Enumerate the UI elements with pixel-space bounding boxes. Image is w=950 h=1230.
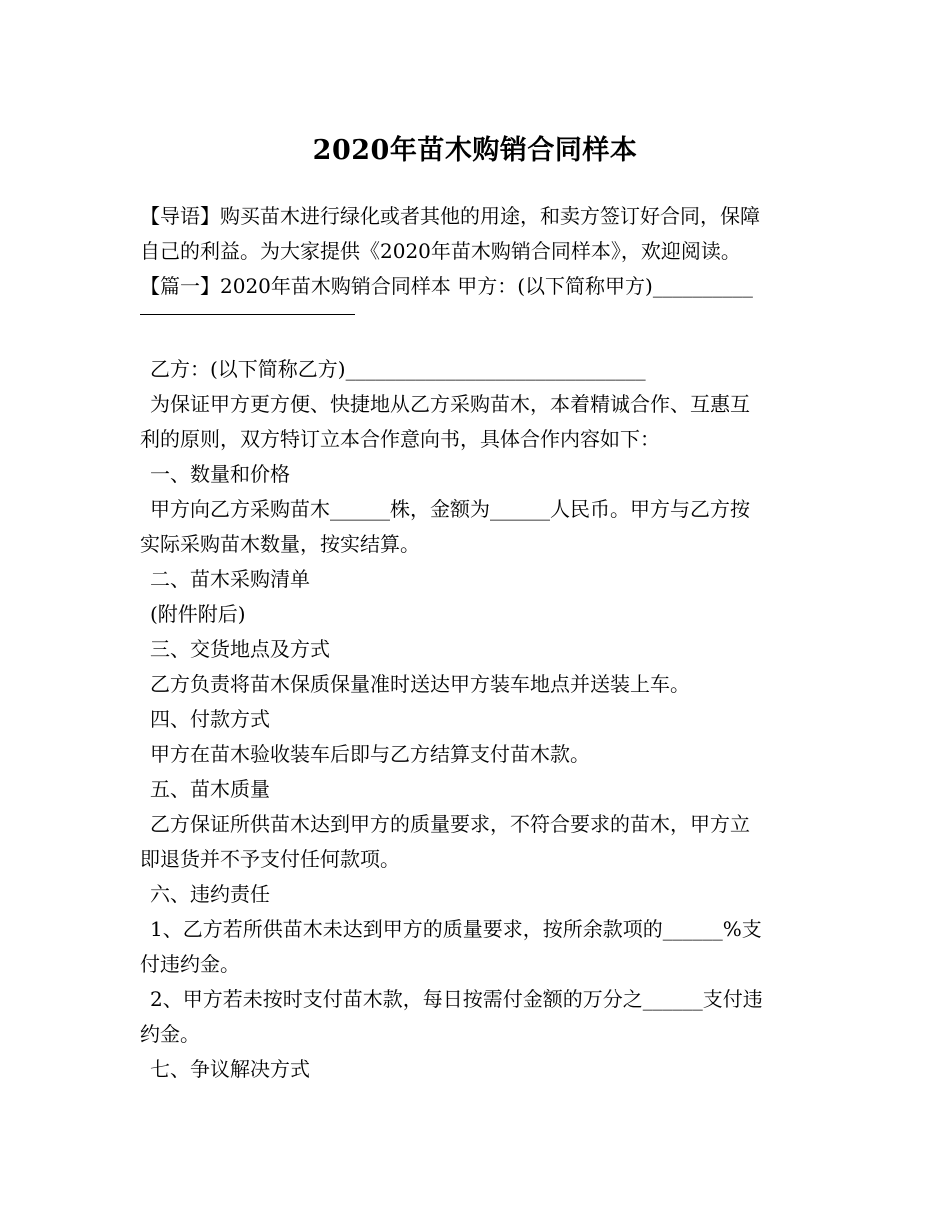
section-3-line-1: 乙方负责将苗木保质保量准时送达甲方装车地点并送装上车。 <box>150 672 690 696</box>
section-5-line-2: 即退货并不予支付任何款项。 <box>140 847 400 871</box>
section-4-line-1: 甲方在苗木验收装车后即与乙方结算支付苗木款。 <box>150 742 590 766</box>
intro-line-2: 自己的利益。为大家提供《2020年苗木购销合同样本》，欢迎阅读。 <box>140 239 741 263</box>
section-4-heading: 四、付款方式 <box>150 707 270 731</box>
section-1-line-1: 甲方向乙方采购苗木______株，金额为______人民币。甲方与乙方按 <box>150 497 750 521</box>
section-5-heading: 五、苗木质量 <box>150 777 270 801</box>
document-title: 2020年苗木购销合同样本 <box>312 135 638 166</box>
section-2-heading: 二、苗木采购清单 <box>150 567 310 591</box>
section-1-heading: 一、数量和价格 <box>150 462 290 486</box>
section-6-line-4: 约金。 <box>140 1022 200 1046</box>
purpose-line-1: 为保证甲方更方便、快捷地从乙方采购苗木，本着精诚合作、互惠互 <box>150 392 750 416</box>
section-3-heading: 三、交货地点及方式 <box>150 637 330 661</box>
section-7-heading: 七、争议解决方式 <box>150 1057 310 1081</box>
section-6-line-1: 1、乙方若所供苗木未达到甲方的质量要求，按所余款项的______%支 <box>150 917 762 941</box>
party-b-line: 乙方：(以下简称乙方)______________________________ <box>150 357 646 381</box>
spacer <box>140 342 820 352</box>
section-6-line-2: 付违约金。 <box>140 952 240 976</box>
section-1-line-2: 实际采购苗木数量，按实结算。 <box>140 532 420 556</box>
section-6-heading: 六、违约责任 <box>150 882 270 906</box>
purpose-line-2: 利的原则，双方特订立本合作意向书，具体合作内容如下： <box>140 427 660 451</box>
party-a-line: 【篇一】2020年苗木购销合同样本 甲方：(以下简称甲方)__________ <box>140 274 753 298</box>
fill-in-rule <box>140 314 355 315</box>
section-5-line-1: 乙方保证所供苗木达到甲方的质量要求，不符合要求的苗木，甲方立 <box>150 812 750 836</box>
intro-line-1: 【导语】购买苗木进行绿化或者其他的用途，和卖方签订好合同，保障 <box>140 204 760 228</box>
document-body <box>140 199 820 1087</box>
party-a-blank <box>140 304 820 342</box>
section-6-line-3: 2、甲方若未按时支付苗木款，每日按需付金额的万分之______支付违 <box>150 987 763 1011</box>
section-2-line-1: (附件附后) <box>150 602 246 626</box>
